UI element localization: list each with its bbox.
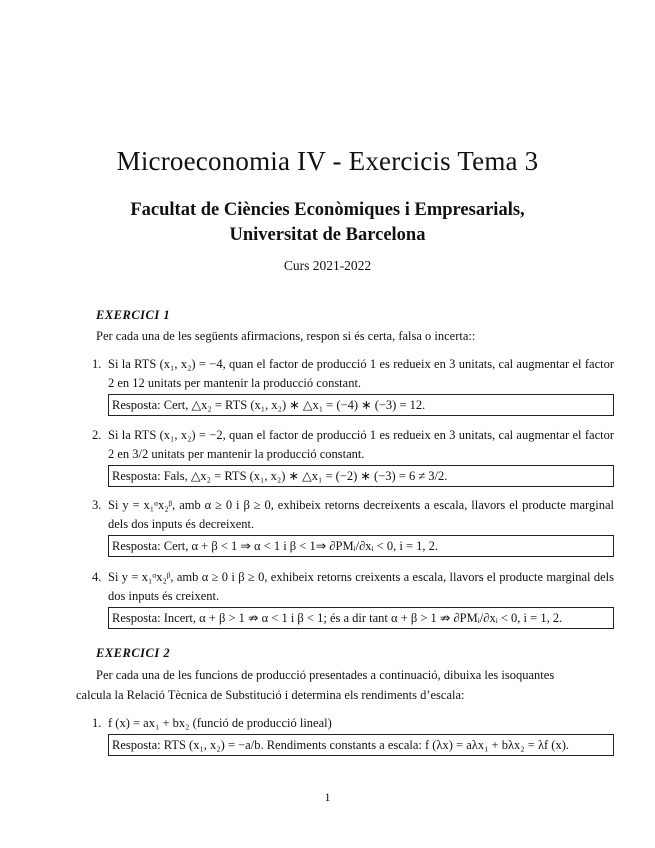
exercise1-item-2 <box>92 426 614 487</box>
item-statement: Si la RTS (x₁, x₂) = −4, quan el factor de producció 1 es redueix en 3 unitats, cal augmentar el factor 2 en 12 unitats per mantenir la producció constant. <box>108 357 614 390</box>
document-title: Microeconomia IV - Exercicis Tema 3 <box>116 146 539 176</box>
exercise1-heading: EXERCICI 1 <box>96 308 171 322</box>
item-number: 1. <box>92 357 102 371</box>
answer-box: Resposta: Cert, α + β < 1 ⇒ α < 1 i β < 1⇒ ∂PMᵢ/∂xᵢ < 0, i = 1, 2. <box>108 535 614 557</box>
item-statement: Si la RTS (x₁, x₂) = −2, quan el factor de producció 1 es redueix en 3 unitats, cal augmentar el factor 2 en 3/2 unitats per mantenir la producció constant. <box>108 428 614 461</box>
item-statement: f (x) = ax₁ + bx₂ (funció de producció lineal) <box>108 716 332 730</box>
document-subtitle <box>0 198 655 248</box>
item-number: 1. <box>92 716 102 730</box>
answer-box: Resposta: Cert, △x₂ = RTS (x₁, x₂) ∗ △x₁ = (−4) ∗ (−3) = 12. <box>108 394 614 416</box>
item-statement: Si y = x₁ᵅx₂ᵝ, amb α ≥ 0 i β ≥ 0, exhibeix retorns creixents a escala, llavors el producte marginal dels dos inputs és creixent. <box>108 570 614 603</box>
exercise2-heading: EXERCICI 2 <box>96 646 171 660</box>
exercise1-intro: Per cada una de les següents afirmacions, respon si és certa, falsa o incerta:: <box>96 329 476 343</box>
item-number: 3. <box>92 498 102 512</box>
subtitle-line-1: Facultat de Ciències Econòmiques i Empresarials, <box>130 200 525 220</box>
exercise2-item-1 <box>92 714 614 756</box>
answer-box: Resposta: Fals, △x₂ = RTS (x₁, x₂) ∗ △x₁ = (−2) ∗ (−3) = 6 ≠ 3/2. <box>108 465 614 487</box>
course-year: Curs 2021-2022 <box>283 258 372 273</box>
subtitle-line-2: Universitat de Barcelona <box>229 225 426 245</box>
answer-box: Resposta: Incert, α + β > 1 ⇏ α < 1 i β < 1; és a dir tant α + β > 1 ⇏ ∂PMᵢ/∂xᵢ < 0, i = 1, 2. <box>108 607 614 629</box>
exercise1-item-4 <box>92 568 614 629</box>
item-number: 4. <box>92 570 102 584</box>
exercise2-intro-line-1: Per cada una de les funcions de producció presentades a continuació, dibuixa les isoquantes <box>96 668 555 682</box>
item-number: 2. <box>92 428 102 442</box>
answer-box: Resposta: RTS (x₁, x₂) = −a/b. Rendiments constants a escala: f (λx) = aλx₁ + bλx₂ = λf (x). <box>108 734 614 756</box>
page-number: 1 <box>324 790 331 804</box>
item-statement: Si y = x₁ᵅx₂ᵝ, amb α ≥ 0 i β ≥ 0, exhibeix retorns decreixents a escala, llavors el producte marginal dels dos inputs és decreixent. <box>108 498 614 531</box>
exercise1-item-3 <box>92 496 614 557</box>
exercise2-intro-line-2: calcula la Relació Tècnica de Substitució i determina els rendiments d’escala: <box>76 688 465 702</box>
exercise1-item-1 <box>92 355 614 416</box>
